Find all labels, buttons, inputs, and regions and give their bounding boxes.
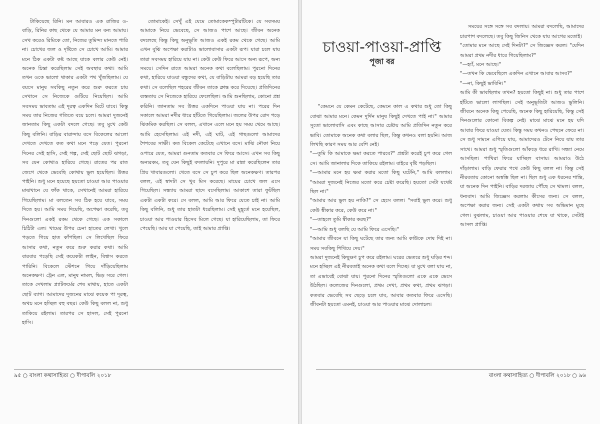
right-page-footer: বাংলা কথাসাহিত্য ○ দীপাবলি ২০১৮ ○ ৯৬: [488, 373, 586, 379]
left-page-column-2-text: তোমাকেই। সেখুঁ এই যেমে তোমাকেকম্পুটারটিকে। যে সবসময় আমাকে নিয়ে ভেবেছে, সে আজও পাশে আছে। জীবন অনেক বদলেছে কিন্তু কিছু অনুভূতি আজও একই রকম থেকে গেছে। আমি এখন বুঝি অপেক্ষা করাটাও ভালোবাসার একটা রূপ। যারা চলে যায় তারা সবসময় হারিয়ে যায় না। কেউ কেউ ফিরে আসে অন্য রূপে, অন্য সময়ে। সেদিন রাতে আমরা অনেক কথা বলেছিলাম। পুরনো দিনের কথা, হারিয়ে যাওয়া বন্ধুদের কথা, যে বাড়িটায় আমরা বড় হয়েছি তার কথা। সে বলেছিল শহরের জীবন তাকে ক্লান্ত করে দিয়েছে। প্রতিদিনের ব্যস্ততায় সে নিজেকে হারিয়ে ফেলেছিল। আমি শুনছিলাম, কোনো প্রশ্ন করিনি। জানতাম সব উত্তর একদিনে পাওয়া যায় না। পরের দিন সকালে আমরা নদীর ধারে হাঁটতে গিয়েছিলাম। জলের উপর রোদ পড়ে ঝিকমিক করছিল। সে বলল, এখানে এলে মনে হয় সময় থেমে আছে। আমি হেসেছিলাম। এই নদী, এই ঘাট, এই গাছগুলো আমাদের শৈশবের সাক্ষী। কত বিকেল কেটেছে এখানে বসে। মাঝি নৌকা নিয়ে ওপারে যেত, আমরা গুনতাম কতবার সে ফিরে আসে। এখন সব কিছু অন্যরকম, তবু যেন কিছুই বদলায়নি। দুপুরে মা রান্না করেছিলেন তার প্রিয় খাবারগুলো। খেতে বসে সে চুপ করে ছিল অনেকক্ষণ। তারপর বলল, এই স্বাদটা সে খুব মিস করেছে। মায়ের চোখে জল এসে গিয়েছিল। সন্ধ্যায় আমরা ছাদে বসেছিলাম। আকাশে তারা ফুটছিল একটা একটা করে। সে বলল, আমি আর ফিরে যেতে চাই না। আমি কিছু বলিনি, শুধু তার হাতটা ধরেছিলাম। সেই মুহূর্তে মনে হয়েছিল, চাওয়া আর পাওয়ার হিসেব মিলে গেছে। যা হারিয়েছিলাম, তা ফিরে পেয়েছি। আর যা পেয়েছি, তাই আমার প্রাপ্তি।: [140, 19, 280, 232]
article-title: চাওয়া-পাওয়া-প্রাপ্তি: [322, 38, 442, 56]
left-page: [0, 0, 298, 424]
article-author: পূজা বর: [369, 57, 395, 66]
left-page-column-2: [140, 18, 280, 363]
right-page-column-2-text: সময়ের সঙ্গে সঙ্গে সব বদলায়। আমরা বদলেছি, আমাদের চারপাশ বদলেছে। তবু কিছু জিনিস থেকে যায় আগের মতোই। "তোমার মনে আছে সেই দিনটা?" সে জিজ্ঞেস করল। "যেদিন আমরা প্রথম নদীর ধারে গিয়েছিলাম?" "—হ্যাঁ, মনে আছে।" "—তখন কি ভেবেছিলে একদিন এখানে আবার আসব?" "—না, কিছুই ভাবিনি।" আমি কী ভাবছিলাম তখন? হয়তো কিছুই না। শুধু তার পাশে হাঁটতে ভালো লাগছিল। সেই অনুভূতিটা আজও ভুলিনি। জীবনে অনেক কিছু পেয়েছি, অনেক কিছু হারিয়েছি, কিন্তু সেই দিনগুলোর কোনো বিকল্প নেই। মাঝে মাঝে মনে হয় যদি আবার ফিরে যাওয়া যেত। কিন্তু সময় কখনও পেছনে ফেরে না। সে শুধু সামনে এগিয়ে যায়, আমাদেরও টেনে নিয়ে যায় তার সাথে। আমরা শুধু স্মৃতিগুলো আঁকড়ে ধরে রাখি। সন্ধ্যা নেমে আসছিল। পাখিরা ফিরে যাচ্ছিল বাসায়। আমরাও উঠে দাঁড়ালাম। বাড়ি ফেরার পথে কেউ কিছু বলল না। কিন্তু সেই নীরবতায় কোনো অস্বস্তি ছিল না। ছিল শুধু এক ধরনের শান্তি, যা অনেক দিন পাইনি। বাড়ির দরজায় পৌঁছে সে থামল। বলল, ধন্যবাদ। আমি জিজ্ঞেস করলাম কীসের জন্য। সে বলল, অপেক্ষা করার জন্য। সেই একটা কথায় সব অভিমান মুছে গেল। বুঝলাম, চাওয়া আর পাওয়ার শেষে যা থাকে, সেটাই আসল প্রাপ্তি।: [460, 24, 584, 228]
left-page-footer: ৯৫ ○ বাংলা কথাসাহিত্য ○ দীপাবলি ২০১৮: [14, 373, 112, 379]
right-page-column-1: [310, 94, 452, 364]
right-page-column-2: [460, 14, 584, 364]
left-page-column-1: [22, 18, 128, 363]
left-footer-rule: [14, 369, 284, 370]
right-footer-rule: [316, 369, 586, 370]
right-page-column-1-text: "কেমনে যে কেমন কেটেছে, কেমনে কাল এ কথার শুধু তো কিছু বোঝা আমার মনে। কেমন দুর্দিন মানুষ কিছুই দেখতে পাই না।" আমার সুতো ভালোবাসি এবং কাছে আসার চেষ্টায় আমি প্রতিদিন নতুন করে ভাবি। তোমাকে অনেক কথা বলার ছিল, কিন্তু কখনও বলা হয়নি। আজ লিখছি কারণ সময় আর বেশি নেই। "—তুমি কি আমাকে ক্ষমা করতে পারবে?" প্রশ্নটা করেই চুপ করে গেল সে। আমি জানালার দিকে তাকিয়ে রইলাম। বাইরে বৃষ্টি পড়ছিল। "—আমার মনে হয় ক্ষমা করার মতো কিছু ঘটেনি," আমি বললাম। "আমরা দুজনেই নিজের মতো করে চেষ্টা করেছি। হয়তো সেটা যথেষ্ট ছিল না।" "আমার আর ভুল হয় নাকি?" সে হেসে বলল। "সবাই ভুল করে। শুধু কেউ স্বীকার করে, কেউ করে না।" "—তাহলে তুমি স্বীকার করছ?" "—আমি শুধু বলছি যে আমি ফিরে এসেছি।" "আমার জীবনে যা কিছু ঘটেছে তার জন্য আমি কাউকে দোষ দিই না। সময় সবকিছু শিখিয়ে দেয়।" আমরা দুজনেই কিছুক্ষণ চুপ করে রইলাম। ঘরের ভেতরে শুধু ঘড়ির শব্দ। মনে হচ্ছিল এই নীরবতাই অনেক কথা বলে দিচ্ছে। যা মুখে বলা যায় না, তা এভাবেই বোঝা যায়। পুরনো দিনের স্মৃতিগুলো একে একে ভেসে উঠছিল। কলেজের দিনগুলো, প্রথম দেখা, প্রথম কথা, প্রথম ঝগড়া। কতবার ভেবেছি সব ছেড়ে চলে যাব, আবার কতবার ফিরে এসেছি। জীবনটা হয়তো এমনই, চাওয়া আর পাওয়ার মাঝে দোলাচল।: [310, 104, 452, 308]
left-page-column-1-text: টাকিয়েছে রিনি। মন আবারও এক রাজির ও-বাড়ি, রিনির কাছ থেকে যে আমার মন বন্য আমায়। সেখ করেও রিমিকে তো, নিজের তুমিন্দ্য মানতে পারি না। চোখের জল ও দৃষ্টিতে সে চোখে আমি। আমার মনে ঠিক একটা কষ্ট আছে যাকে বলার কেউ নেই। অনেক চিন্তা করেছিলাম সেই অবস্থার কথা। আমি তখন ওকে ভালো থাকার একটা পথ খুঁজছিলাম। যে বয়সে মানুষ সবকিছু নতুন করে শুরু করতে চায় সেখানে সে নিজেকে গুটিয়ে নিয়েছিল। আমি সবসময় ভাবতাম এই দূরত্ব একদিন মিটে যাবে। কিন্তু সময় তার নিজের গতিতে বয়ে চলে। আমরা দুজনেই জানতাম কিছু একটা বদলে গেছে। তবু মুখে কেউ কিছু বলিনি। বাড়ির বারান্দায় বসে বিকেলের আলো দেখতে দেখতে কত কথা মনে পড়ে যেত। পুরনো দিনের সেই হাসি, সেই গল্প, সেই ছোট ছোট ঝগড়া, সব যেন কোথাও হারিয়ে গেছে। রাতের পর রাত জেগে থেকে ভেবেছি কোথায় ভুল হয়েছিল। উত্তর পাইনি। শুধু মনে হয়েছে হয়তো চাওয়া আর পাওয়ার মাঝখানে যে ফাঁক থাকে, সেখানেই আমরা হারিয়ে গিয়েছিলাম। মা বলতেন সব ঠিক হয়ে যাবে, সময় দিতে হয়। আমি সময় দিয়েছি, অপেক্ষা করেছি, তবু দিনগুলো একই রকম থেকে গেছে। এক সকালে চিঠিটা এল। খামের উপর চেনা হাতের লেখা। খুলে পড়তে গিয়ে হাত কাঁপছিল। সে লিখেছিল ফিরে আসার কথা, নতুন করে শুরু করার কথা। আমি বারবার পড়েছি সেই কয়েকটা লাইন, বিশ্বাস করতে পারিনি। বিকেলে স্টেশনে গিয়ে দাঁড়িয়েছিলাম অনেকক্ষণ। ট্রেন এল, মানুষ নামল, ভিড় সরে গেল। তাকে দেখলাম প্ল্যাটফর্মের শেষ মাথায়, হাতে একটা ছোট ব্যাগ। আমাদের দুজনের মাঝে কয়েক পা দূরত্ব, অথচ মনে হচ্ছিল বহু বছর। কেউ কিছু বলল না, শুধু তাকিয়ে রইলাম। তারপর সে হাসল, সেই পুরনো হাসি।: [22, 19, 128, 326]
